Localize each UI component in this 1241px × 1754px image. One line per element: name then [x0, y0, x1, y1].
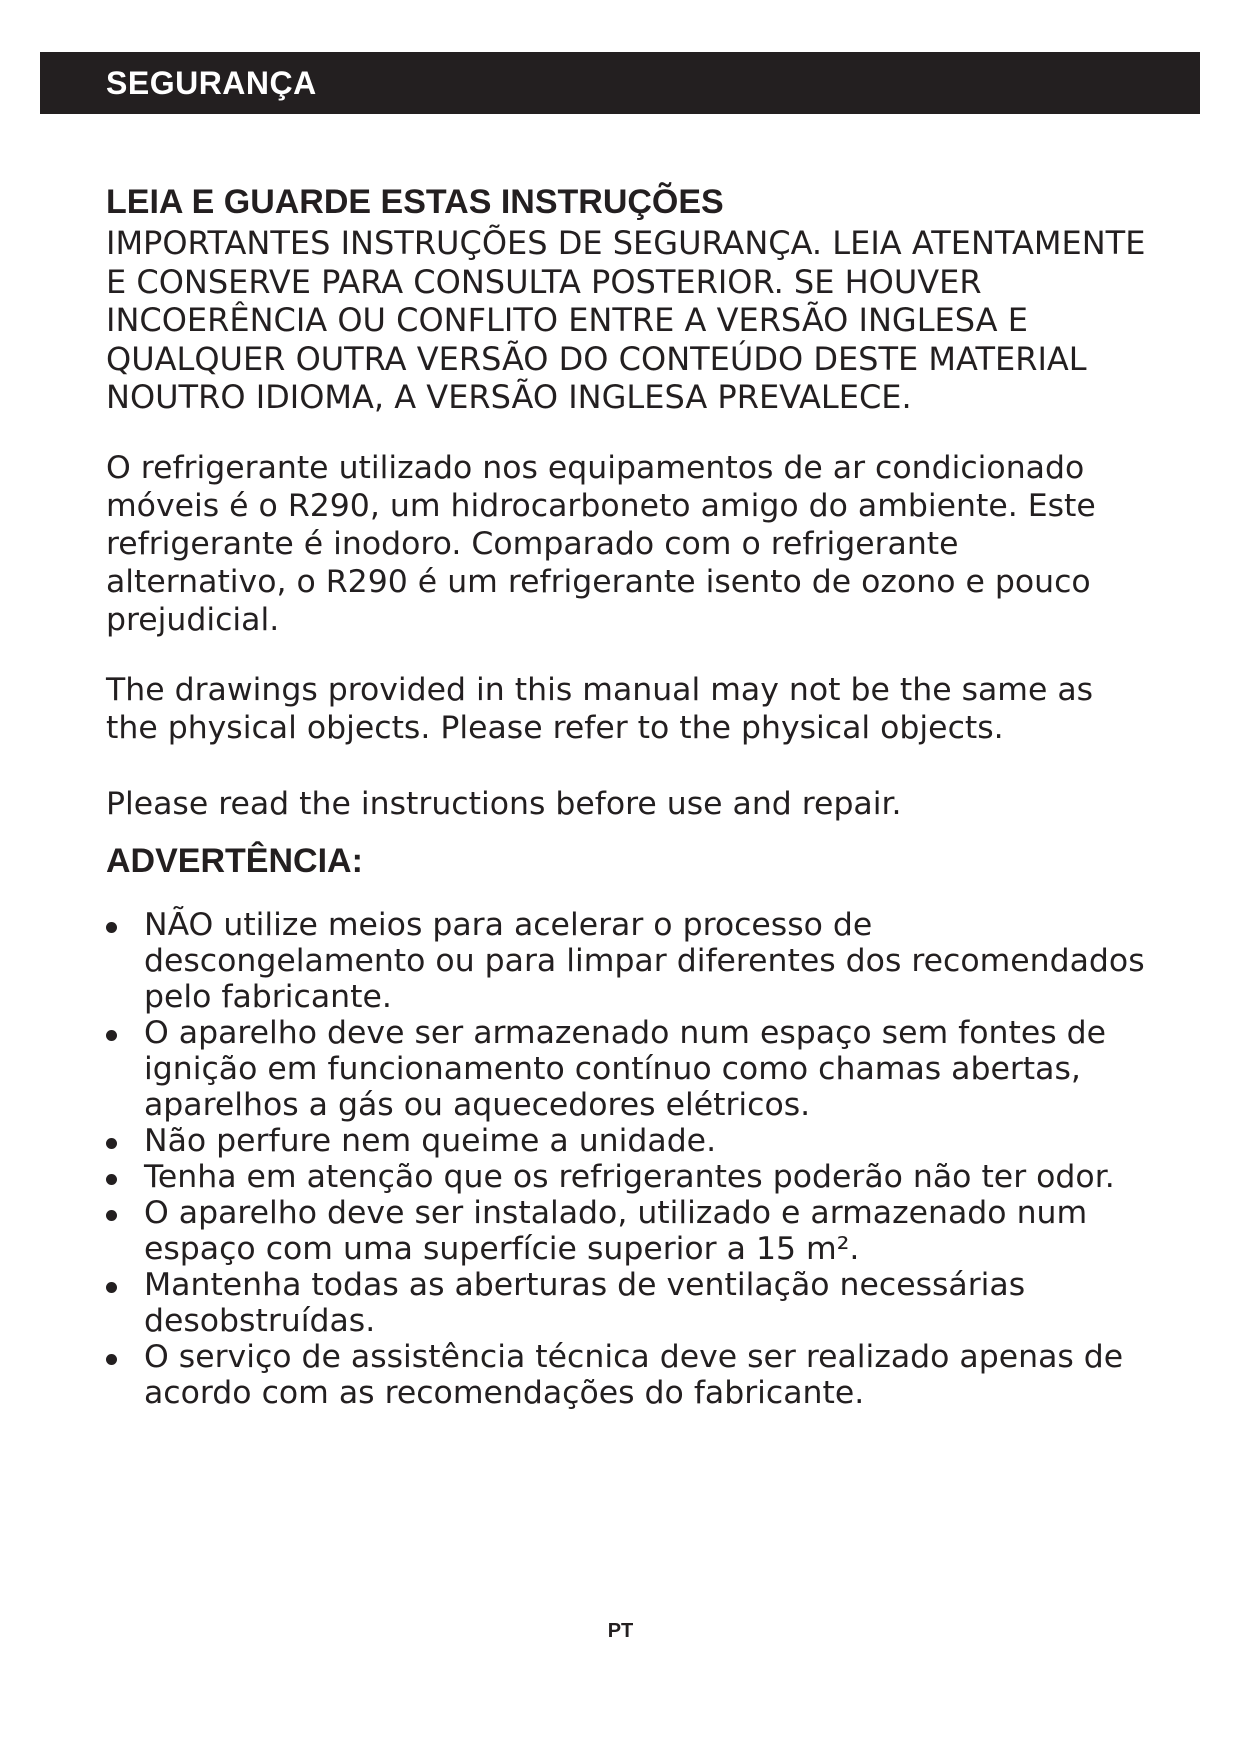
bullet-icon — [106, 1210, 117, 1221]
list-item-text: O aparelho deve ser instalado, utilizado e armazenado num espaço com uma superfície superior a 15 m². — [144, 1194, 1088, 1267]
drawings-disclaimer: The drawings provided in this manual may not be the same as the physical objects. Please refer to the physical objects. — [106, 671, 1094, 746]
bullet-icon — [106, 1282, 117, 1293]
list-item — [106, 1015, 1146, 1123]
list-item-text: Mantenha todas as aberturas de ventilação necessárias desobstruídas. — [144, 1266, 1026, 1339]
list-item-text: Tenha em atenção que os refrigerantes poderão não ter odor. — [144, 1158, 1115, 1195]
language-page-label: PT — [607, 1620, 634, 1642]
section-title: SEGURANÇA — [106, 65, 317, 101]
bullet-icon — [106, 1138, 117, 1149]
list-item-text: O serviço de assistência técnica deve ser realizado apenas de acordo com as recomendações do fabricante. — [144, 1338, 1124, 1411]
bullet-icon — [106, 922, 117, 933]
list-item — [106, 1159, 1146, 1195]
list-item-text: Não perfure nem queime a unidade. — [144, 1122, 717, 1159]
list-item — [106, 1267, 1146, 1339]
read-instructions-note: Please read the instructions before use and repair. — [106, 785, 902, 822]
bullet-icon — [106, 1354, 117, 1365]
list-item — [106, 1195, 1146, 1267]
bullet-icon — [106, 1174, 117, 1185]
refrigerant-paragraph: O refrigerante utilizado nos equipamentos de ar condicionado móveis é o R290, um hidrocarboneto amigo do ambiente. Este refrigerante é inodoro. Comparado com o refrigerante alternativo, o R290 é um refrigerante isento de ozono e pouco prejudicial. — [106, 449, 1096, 638]
document-body — [106, 180, 1146, 1411]
section-header-bar — [40, 52, 1200, 114]
list-item-text: O aparelho deve ser armazenado num espaço sem fontes de ignição em funcionamento contínuo como chamas abertas, aparelhos a gás ou aquecedores elétricos. — [144, 1014, 1107, 1123]
warning-heading: ADVERTÊNCIA: — [106, 841, 363, 880]
instructions-heading: LEIA E GUARDE ESTAS INSTRUÇÕES — [106, 183, 724, 221]
list-item — [106, 1123, 1146, 1159]
bullet-icon — [106, 1030, 117, 1041]
important-safety-notice: IMPORTANTES INSTRUÇÕES DE SEGURANÇA. LEIA ATENTAMENTE E CONSERVE PARA CONSULTA POSTERIOR. SE HOUVER INCOERÊNCIA OU CONFLITO ENTRE A VERSÃO INGLESA E QUALQUER OUTRA VERSÃO DO CONTEÚDO DESTE MATERIAL NOUTRO IDIOMA, A VERSÃO INGLESA PREVALECE. — [106, 224, 1146, 416]
list-item-text: NÃO utilize meios para acelerar o processo de descongelamento ou para limpar diferentes dos recomendados pelo fabricante. — [144, 906, 1145, 1015]
warning-list — [106, 907, 1146, 1411]
list-item — [106, 1339, 1146, 1411]
list-item — [106, 907, 1146, 1015]
